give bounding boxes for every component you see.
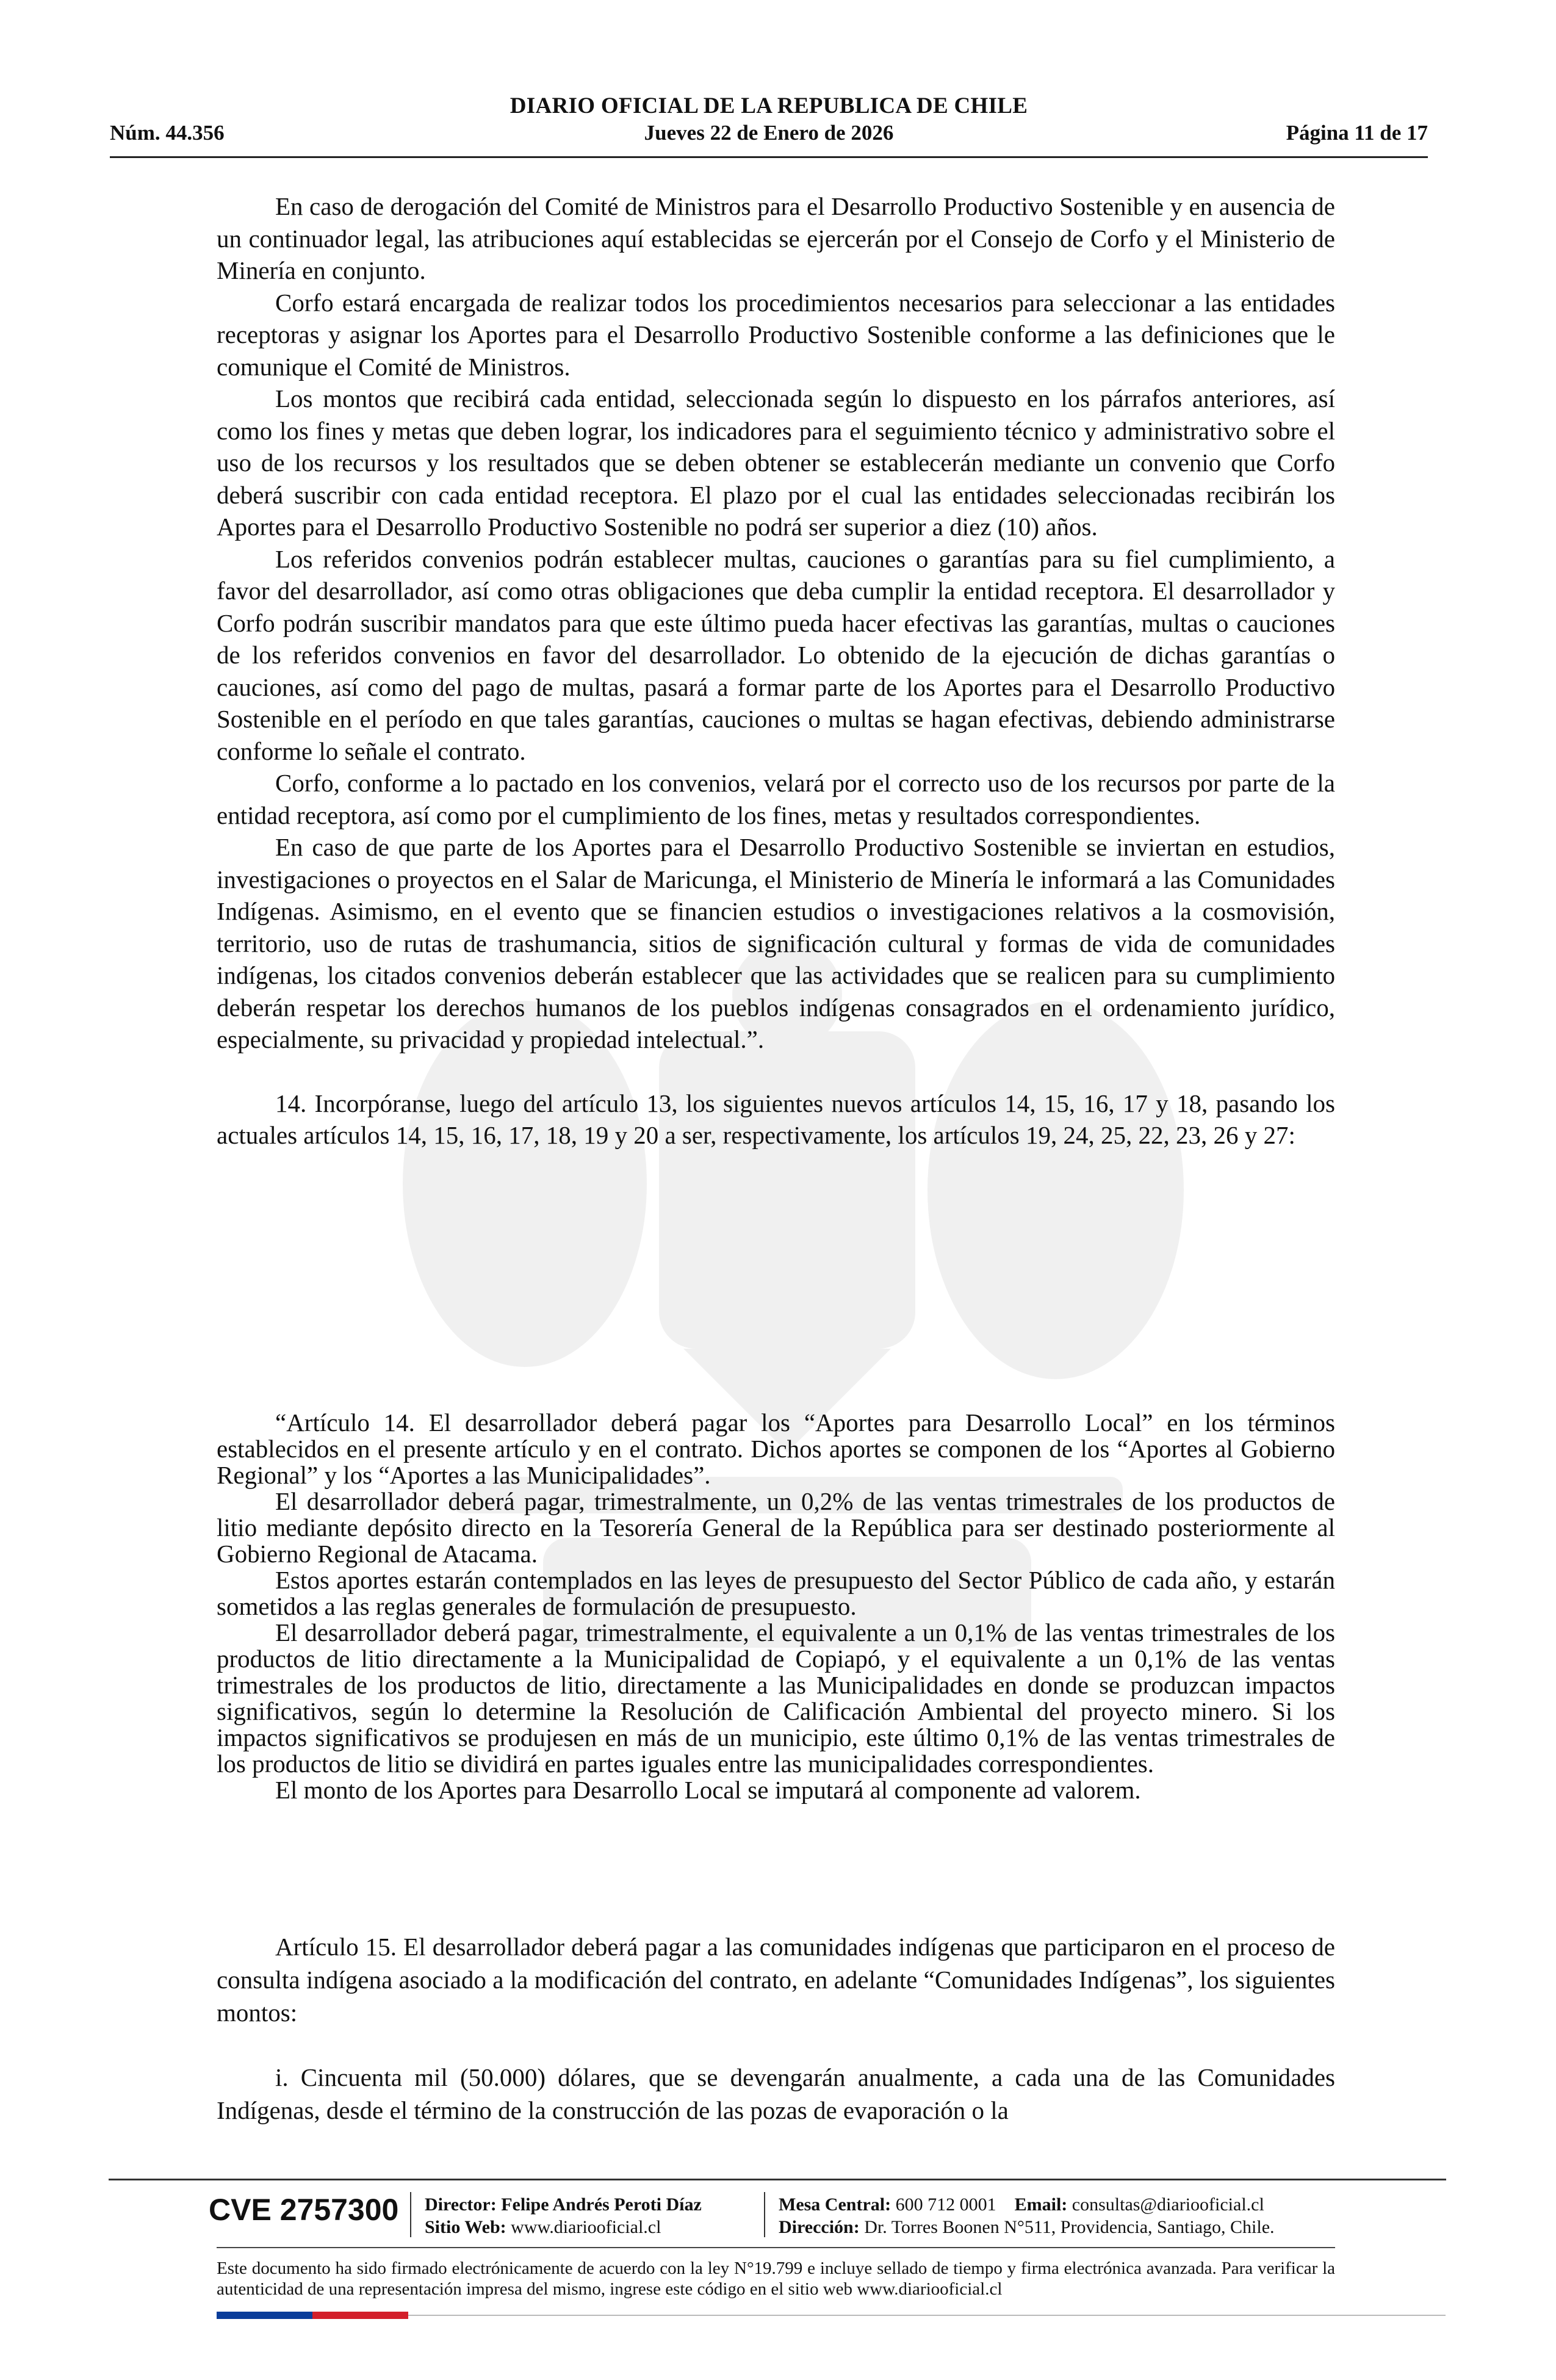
address-value: Dr. Torres Boonen N°511, Providencia, Santiago, Chile. [864, 2217, 1275, 2237]
flag-stripe-blue [217, 2312, 312, 2319]
issue-number: Núm. 44.356 [110, 121, 225, 145]
website-label: Sitio Web: [425, 2217, 506, 2237]
address-label: Dirección: [779, 2217, 860, 2237]
article-14-paragraph: El monto de los Aportes para Desarrollo Local se imputará al componente ad valorem. [275, 1776, 1141, 1804]
article-14-paragraph: El desarrollador deberá pagar, trimestralmente, un 0,2% de las ventas trimestrales de los productos de litio mediante depósito directo en la Tesorería General de la República para ser destinado posteriormente al Gobierno Regional de Atacama. [217, 1487, 1335, 1568]
header-row [110, 121, 1428, 149]
footer-separator [410, 2192, 411, 2237]
paragraph: Corfo, conforme a lo pactado en los convenios, velará por el correcto uso de los recursos por parte de la entidad receptora, así como por el cumplimiento de los fines, metas y resultados correspondientes. [217, 769, 1335, 829]
website-link[interactable]: www.diariooficial.cl [511, 2217, 661, 2237]
paragraph: Los montos que recibirá cada entidad, seleccionada según lo dispuesto en los párrafos anteriores, así como los fines y metas que deben lograr, los indicadores para el seguimiento técnico y administrativo sobre el uso de los recursos y los resultados que se deben obtener se establecerán mediante un convenio que Corfo deberá suscribir con cada entidad receptora. El plazo por el cual las entidades seleccionadas recibirán los Aportes para el Desarrollo Productivo Sostenible no podrá ser superior a diez (10) años. [217, 384, 1335, 541]
main-text [217, 190, 1335, 1152]
footer-separator [764, 2192, 765, 2237]
issue-date: Jueves 22 de Enero de 2026 [644, 121, 894, 145]
paragraph: En caso de que parte de los Aportes para el Desarrollo Productivo Sostenible se inviertan en estudios, investigaciones o proyectos en el Salar de Maricunga, el Ministerio de Minería le informará a las Comunidades Indígenas. Asimismo, en el evento que se financien estudios o investigaciones relativos a la cosmovisión, territorio, uso de rutas de trashumancia, sitios de significación cultural y formas de vida de comunidades indígenas, los citados convenios deberán establecer que las actividades que se realicen para su cumplimiento deberán respetar los derechos humanos de los pueblos indígenas consagrados en el ordenamiento jurídico, especialmente, su privacidad y propiedad intelectual.”. [217, 833, 1335, 1053]
page-number: Página 11 de 17 [1286, 121, 1428, 145]
article-14-text [217, 1410, 1335, 1803]
paragraph: En caso de derogación del Comité de Ministros para el Desarrollo Productivo Sostenible y en ausencia de un continuador legal, las atribuciones aquí establecidas se ejercerán por el Consejo de Corfo y el Ministerio de Minería en conjunto. [217, 192, 1335, 284]
header-divider [110, 156, 1428, 158]
director-label: Director: [425, 2194, 497, 2215]
phone-number: 600 712 0001 [895, 2194, 996, 2215]
footer-contact-block [779, 2193, 1275, 2238]
cve-code: CVE 2757300 [209, 2193, 399, 2227]
article-14-paragraph: El desarrollador deberá pagar, trimestralmente, el equivalente a un 0,1% de las ventas trimestrales de los productos de litio directamente a la Municipalidad de Copiapó, y el equivalente a un 0,1% de las ventas trimestrales de los productos de litio, directamente a las Municipalidades en donde se produzcan impactos significativos, según lo determine la Resolución de Calificación Ambiental del proyecto minero. Si los impactos significativos se produjesen en más de un municipio, este último 0,1% de las ventas trimestrales de los productos de litio se dividirá en partes iguales entre las municipalidades correspondientes. [217, 1618, 1335, 1778]
article-14-paragraph: Estos aportes estarán contemplados en las leyes de presupuesto del Sector Público de cada año, y estarán sometidos a las reglas generales de formulación de presupuesto. [217, 1566, 1335, 1620]
gazette-title: DIARIO OFICIAL DE LA REPUBLICA DE CHILE [510, 93, 1028, 118]
email-link[interactable]: consultas@diariooficial.cl [1072, 2194, 1264, 2215]
footer-bottom-line [408, 2315, 1446, 2316]
article-15-paragraph: Artículo 15. El desarrollador deberá pagar a las comunidades indígenas que participaron en el proceso de consulta indígena asociado a la modificación del contrato, en adelante “Comunidades Indígenas”, los siguientes montos: [217, 1933, 1335, 2027]
phone-label: Mesa Central: [779, 2194, 891, 2215]
paragraph: Corfo estará encargada de realizar todos los procedimientos necesarios para seleccionar a las entidades receptoras y asignar los Aportes para el Desarrollo Productivo Sostenible conforme a las definiciones que le comunique el Comité de Ministros. [217, 288, 1335, 381]
footer-director-block [425, 2193, 702, 2238]
email-label: Email: [1014, 2194, 1068, 2215]
article-15-item: i. Cincuenta mil (50.000) dólares, que se devengarán anualmente, a cada una de las Comunidades Indígenas, desde el término de la construcción de las pozas de evaporación o la [217, 2063, 1335, 2124]
amendment-14-intro: 14. Incorpóranse, luego del artículo 13, los siguientes nuevos artículos 14, 15, 16, 17 y 18, pasando los actuales artículos 14, 15, 16, 17, 18, 19 y 20 a ser, respectivamente, los artículos 19, 24, 25, 22, 23, 26 y 27: [217, 1089, 1335, 1149]
footer-inner-divider [217, 2247, 1335, 2248]
article-15-text [217, 1930, 1335, 2127]
director-name: Felipe Andrés Peroti Díaz [501, 2194, 702, 2215]
paragraph: Los referidos convenios podrán establecer multas, cauciones o garantías para su fiel cumplimiento, a favor del desarrollador, así como otras obligaciones que deba cumplir la entidad receptora. El desarrollador y Corfo podrán suscribir mandatos para que este último pueda hacer efectivas las garantías, multas o cauciones de los referidos convenios en favor del desarrollador. Lo obtenido de la ejecución de dichas garantías o cauciones, así como del pago de multas, pasará a formar parte de los Aportes para el Desarrollo Productivo Sostenible en el período en que tales garantías, cauciones o multas se hagan efectivas, debiendo administrarse conforme lo señale el contrato. [217, 544, 1335, 765]
article-14-paragraph: “Artículo 14. El desarrollador deberá pagar los “Aportes para Desarrollo Local” en los términos establecidos en el presente artículo y en el contrato. Dichos aportes se componen de los “Aportes al Gobierno Regional” y los “Aportes a las Municipalidades”. [217, 1408, 1335, 1489]
flag-stripe-red [312, 2312, 408, 2319]
signature-disclaimer: Este documento ha sido firmado electrónicamente de acuerdo con la ley N°19.799 e incluye sellado de tiempo y firma electrónica avanzada. Para verificar la autenticidad de una representación impresa del mismo, ingrese este código en el sitio web www.diariooficial.cl [217, 2259, 1335, 2299]
footer-divider [109, 2179, 1446, 2180]
